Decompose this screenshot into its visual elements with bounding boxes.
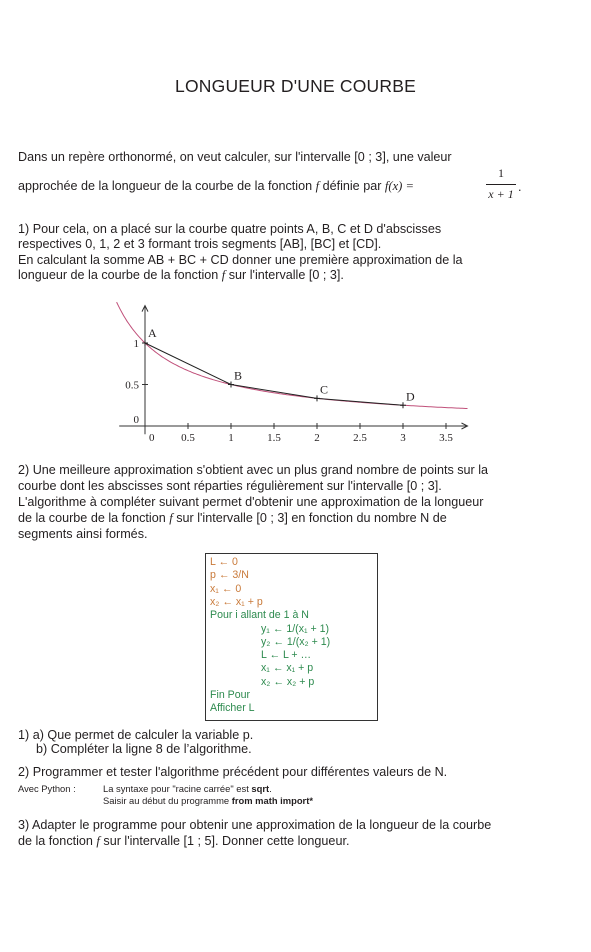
q1a-line: 1) a) Que permet de calculer la variable p. [18, 728, 254, 742]
algorithm-line: Pour i allant de 1 à N [210, 609, 309, 622]
x-tick-label: 1.5 [267, 432, 281, 444]
q1b-line: b) Compléter la ligne 8 de l’algorithme. [36, 742, 252, 756]
point-label: C [320, 382, 329, 397]
algorithm-line: L ← 0 [210, 556, 238, 568]
point-label: B [234, 368, 243, 383]
algorithm-line: y₂ ← 1/(x₂ + 1) [261, 635, 331, 648]
q2-prog-line: 2) Programmer et tester l'algorithme précédent pour différentes valeurs de N. [18, 765, 448, 779]
q1-line-1: 1) Pour cela, on a placé sur la courbe quatre points A, B, C et D d'abscisses [18, 222, 442, 236]
q3-line-1: 3) Adapter le programme pour obtenir une approximation de la longueur de la courbe [18, 818, 492, 832]
intro-line-1: Dans un repère orthonormé, on veut calculer, sur l'intervalle [0 ; 3], une valeur [18, 150, 452, 164]
python-line-2: Saisir au début du programme from math import* [103, 795, 313, 806]
x-tick-label: 3 [400, 432, 406, 444]
x-tick-label: 2.5 [353, 432, 367, 444]
y-tick-label: 0 [133, 414, 139, 426]
q1-line-3: En calculant la somme AB + BC + CD donner une première approximation de la [18, 253, 463, 267]
x-tick-label: 1 [228, 432, 234, 444]
x-tick-label: 0 [149, 432, 155, 444]
formula-lhs: f(x) = [384, 179, 415, 193]
q2-line-1: 2) Une meilleure approximation s'obtient avec un plus grand nombre de points sur la [18, 463, 489, 477]
x-tick-label: 2 [314, 432, 320, 444]
algorithm-line: x₂ ← x₁ + p [210, 595, 263, 608]
algorithm-line: p ← 3/N [210, 569, 249, 582]
y-tick-label: 1 [133, 338, 139, 350]
point-label: D [406, 389, 415, 404]
fraction-bar [486, 184, 516, 185]
formula-numerator: 1 [498, 166, 504, 180]
formula-end: . [518, 180, 522, 194]
y-tick-label: 0.5 [125, 379, 139, 392]
q2-line-5: segments ainsi formés. [18, 527, 148, 541]
function-curve [117, 302, 468, 408]
algorithm-box [205, 553, 378, 721]
point-label: A [148, 326, 157, 340]
algorithm-line: Fin Pour [210, 689, 251, 701]
function-chart [0, 290, 591, 450]
algorithm-line: x₂ ← x₂ + p [261, 675, 315, 688]
algorithm-line: Afficher L [210, 702, 255, 715]
q3-line-2: de la fonction f sur l'intervalle [1 ; 5]. Donner cette longueur. [18, 834, 350, 848]
segment [317, 398, 403, 405]
q2-line-4: de la courbe de la fonction f sur l'intervalle [0 ; 3] en fonction du nombre N de [18, 511, 447, 525]
intro-line-2: approchée de la longueur de la courbe de la fonction f définie par f(x) = [18, 179, 415, 193]
q1-line-2: respectives 0, 1, 2 et 3 formant trois segments [AB], [BC] et [CD]. [18, 237, 382, 251]
algorithm-line: y₁ ← 1/(x₁ + 1) [261, 622, 330, 635]
python-label: Avec Python : [18, 783, 76, 794]
algorithm-line: L ← L + … [261, 649, 312, 662]
x-tick-label: 0.5 [181, 432, 195, 444]
x-tick-label: 3.5 [439, 432, 453, 444]
algorithm-line: x₁ ← x₁ + p [261, 662, 314, 675]
segment [145, 343, 231, 385]
page-title: LONGUEUR D'UNE COURBE [175, 76, 416, 96]
algorithm-line: x₁ ← 0 [210, 582, 242, 595]
python-line-1: La syntaxe pour "racine carrée" est sqrt. [103, 783, 272, 794]
q1-line-4: longueur de la courbe de la fonction f sur l'intervalle [0 ; 3]. [18, 268, 344, 282]
q2-line-3: L'algorithme à compléter suivant permet d'obtenir une approximation de la longueur [18, 495, 484, 509]
q2-line-2: courbe dont les abscisses sont réparties régulièrement sur l'intervalle [0 ; 3]. [18, 479, 442, 493]
segment [231, 385, 317, 399]
formula-denominator: x + 1 [488, 187, 514, 201]
